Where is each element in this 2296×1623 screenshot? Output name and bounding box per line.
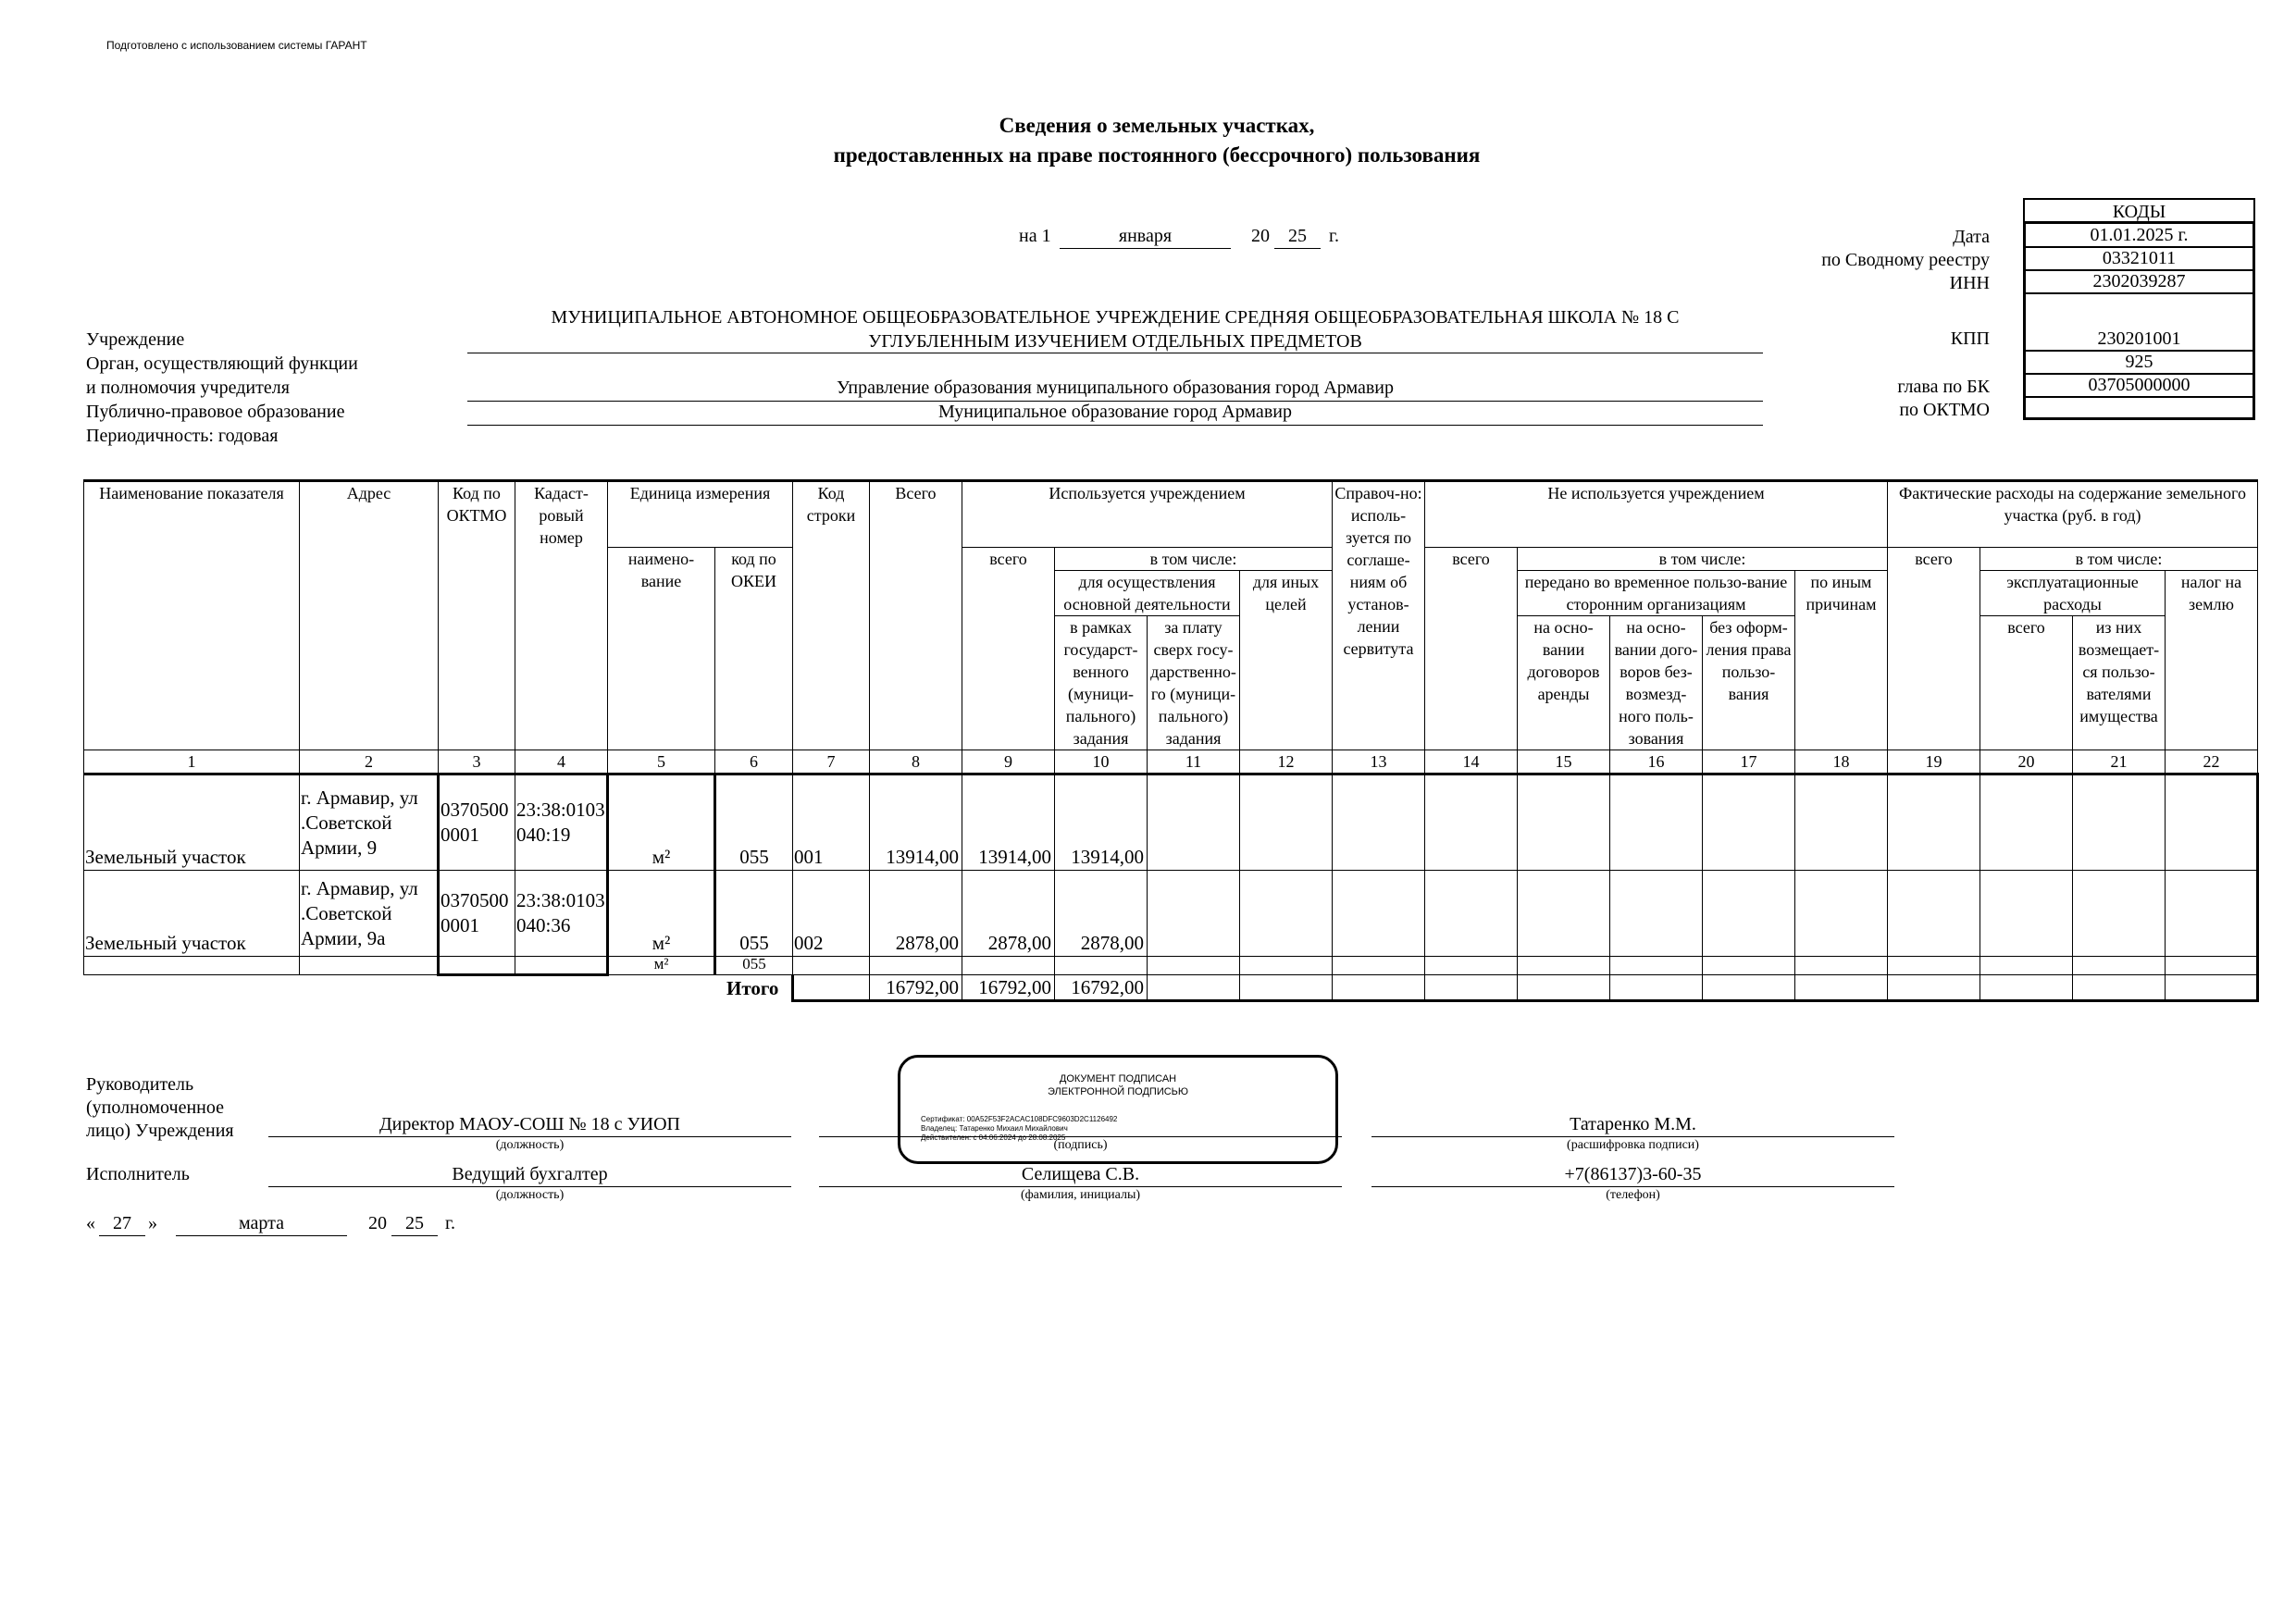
header-reimbursed: из них возмещает-ся пользо-вателями имущества — [2073, 616, 2166, 750]
date-year: 25 — [1288, 226, 1307, 246]
codes-box — [2023, 198, 2255, 420]
head-name: Татаренко М.М. — [1570, 1114, 1696, 1134]
column-number: 19 — [1888, 750, 1980, 774]
header-unit-okei: код по ОКЕИ — [715, 548, 793, 750]
header-reference: Справоч-но: исполь-зуется по соглаше-ниям об установ-лении сервитута — [1333, 481, 1425, 750]
row-1-address: г. Армавир, ул .Советской Армии, 9 — [300, 774, 439, 871]
code-label-oktmo: по ОКТМО — [1899, 400, 1990, 420]
exec-phone: +7(86137)3-60-35 — [1564, 1164, 1702, 1184]
code-empty — [2023, 398, 2255, 420]
code-label-inn: ИНН — [1949, 273, 1990, 293]
header-exp-total: всего — [1980, 616, 2073, 750]
header-unit-name: наимено-вание — [608, 548, 715, 750]
code-date: 01.01.2025 г. — [2023, 224, 2255, 248]
row-1-name: Земельный участок — [84, 774, 300, 871]
row-2-oktmo: 03705000001 — [439, 871, 515, 957]
code-label-kpp: КПП — [1950, 328, 1990, 349]
code-label-bk: глава по БК — [1897, 377, 1990, 397]
header-paid: за плату сверх госу-дарственно-го (муници-пального) задания — [1148, 616, 1240, 750]
header-other-reasons: по иным причинам — [1795, 571, 1888, 750]
header-name: Наименование показателя — [84, 481, 300, 750]
row-1-cadastral: 23:38:0103040:19 — [515, 774, 608, 871]
header-address: Адрес — [300, 481, 439, 750]
institution-label: Учреждение — [86, 329, 185, 350]
date-suffix: г. — [1329, 226, 1339, 246]
header-exp-incl: в том числе: — [1980, 548, 2258, 571]
column-number: 18 — [1795, 750, 1888, 774]
row-2-name: Земельный участок — [84, 871, 300, 957]
row-1-oktmo: 03705000001 — [439, 774, 515, 871]
institution-name: МУНИЦИПАЛЬНОЕ АВТОНОМНОЕ ОБЩЕОБРАЗОВАТЕЛЬНОЕ УЧРЕЖДЕНИЕ СРЕДНЯЯ ОБЩЕОБРАЗОВАТЕЛЬНАЯ ШКОЛА № 18 С УГЛУБЛЕННЫМ ИЗУЧЕНИЕМ ОТДЕЛЬНЫХ ПРЕДМЕТОВ — [551, 307, 1680, 352]
header-exploitation: эксплуатационные расходы — [1980, 571, 2166, 616]
ppo-label: Публично-правовое образование — [86, 402, 345, 422]
column-number: 4 — [515, 750, 608, 774]
row-1-state-task: 13914,00 — [1055, 774, 1148, 871]
table-row — [84, 957, 2258, 975]
column-number: 2 — [300, 750, 439, 774]
code-oktmo: 03705000000 — [2023, 375, 2255, 398]
header-lease: на осно-вании договоров аренды — [1518, 616, 1610, 750]
row-2-address: г. Армавир, ул .Советской Армии, 9а — [300, 871, 439, 957]
stamp-line-1: ДОКУМЕНТ ПОДПИСАН — [1059, 1073, 1177, 1084]
total-sum: 16792,00 — [870, 975, 962, 1001]
header-used-all: всего — [962, 548, 1055, 750]
stamp-cert: Сертификат: 00A52F53F2ACAC108DFC9603D2C1126492 — [921, 1115, 1118, 1123]
column-numbers-row — [84, 750, 2258, 774]
total-label: Итого — [726, 976, 779, 999]
codes-header: КОДЫ — [2023, 198, 2255, 224]
column-number: 3 — [439, 750, 515, 774]
sign-day: 27 — [113, 1213, 131, 1233]
code-bk: 925 — [2023, 352, 2255, 375]
header-cadastral: Кадаст-ровый номер — [515, 481, 608, 750]
column-number: 22 — [2166, 750, 2258, 774]
title-line-1: Сведения о земельных участках, — [999, 114, 1315, 137]
code-label-registry: по Сводному реестру — [1821, 250, 1990, 270]
header-land-tax: налог на землю — [2166, 571, 2258, 750]
column-number: 15 — [1518, 750, 1610, 774]
organ-label-2: и полномочия учредителя — [86, 378, 290, 398]
document-title — [648, 111, 1666, 170]
table-row — [84, 774, 2258, 871]
header-not-used-all: всего — [1425, 548, 1518, 750]
column-number: 11 — [1148, 750, 1240, 774]
column-number: 6 — [715, 750, 793, 774]
caption-signature: (подпись) — [1053, 1138, 1108, 1152]
header-expenses: Фактические расходы на содержание земельного участка (руб. в год) — [1888, 481, 2258, 548]
row-2-cadastral: 23:38:0103040:36 — [515, 871, 608, 957]
row-3-unit: м² — [608, 957, 715, 975]
header-not-used: Не используется учреждением — [1425, 481, 1888, 548]
column-number: 10 — [1055, 750, 1148, 774]
head-label: Руководитель (уполномоченное лицо) Учреждения — [86, 1074, 234, 1141]
title-line-2: предоставленных на праве постоянного (бессрочного) пользования — [833, 143, 1481, 167]
e-signature-stamp — [898, 1055, 1338, 1164]
row-1-used-all: 13914,00 — [962, 774, 1055, 871]
header-total: Всего — [870, 481, 962, 750]
garant-note: Подготовлено с использованием системы ГАРАНТ — [106, 39, 367, 52]
date-prefix: на 1 — [1019, 226, 1051, 246]
header-other-goals: для иных целей — [1240, 571, 1333, 750]
caption-position-2: (должность) — [495, 1188, 565, 1202]
caption-phone: (телефон) — [1606, 1188, 1660, 1202]
total-used-all: 16792,00 — [962, 975, 1055, 1001]
column-number: 17 — [1703, 750, 1795, 774]
header-main-activity: для осуществления основной деятельности — [1055, 571, 1240, 616]
stamp-owner: Владелец: Татаренко Михаил Михайлович — [921, 1124, 1068, 1133]
sign-year: 25 — [405, 1213, 424, 1233]
header-free-use: на осно-вании дого-воров без-возмезд-ного поль-зования — [1610, 616, 1703, 750]
total-state-task: 16792,00 — [1055, 975, 1148, 1001]
organ-label-1: Орган, осуществляющий функции — [86, 353, 358, 374]
header-not-used-incl: в том числе: — [1518, 548, 1888, 571]
column-number: 5 — [608, 750, 715, 774]
total-row — [84, 975, 2258, 1001]
row-2-code: 002 — [793, 871, 870, 957]
column-number: 16 — [1610, 750, 1703, 774]
exec-position: Ведущий бухгалтер — [452, 1164, 608, 1184]
table-row — [84, 871, 2258, 957]
row-2-unit: м² — [608, 871, 715, 957]
row-2-okei: 055 — [715, 871, 793, 957]
caption-fio: (фамилия, инициалы) — [1020, 1188, 1141, 1202]
code-inn: 2302039287 — [2023, 271, 2255, 294]
header-exp-all: всего — [1888, 548, 1980, 750]
header-used-incl: в том числе: — [1055, 548, 1333, 571]
date-year-prefix: 20 — [1251, 226, 1270, 246]
caption-position-1: (должность) — [495, 1138, 565, 1152]
exec-label: Исполнитель — [86, 1164, 190, 1184]
organ-value: Управление образования муниципального образования город Армавир — [836, 378, 1395, 398]
column-number: 12 — [1240, 750, 1333, 774]
row-2-used-all: 2878,00 — [962, 871, 1055, 957]
stamp-valid: Действителен: с 04.06.2024 до 28.08.2025 — [921, 1134, 1066, 1142]
header-state-task: в рамках государст-венного (муници-пального) задания — [1055, 616, 1148, 750]
row-2-state-task: 2878,00 — [1055, 871, 1148, 957]
land-plots-table — [83, 479, 2259, 1002]
code-label-date: Дата — [1953, 227, 1990, 247]
header-unit: Единица измерения — [608, 481, 793, 548]
column-number: 9 — [962, 750, 1055, 774]
row-3-okei: 055 — [715, 957, 793, 975]
row-1-total: 13914,00 — [870, 774, 962, 871]
code-kpp: 230201001 — [2023, 294, 2255, 352]
header-used: Используется учреждением — [962, 481, 1333, 548]
periodicity: Периодичность: годовая — [86, 426, 279, 446]
exec-name: Селищева С.В. — [1021, 1164, 1140, 1184]
stamp-line-2: ЭЛЕКТРОННОЙ ПОДПИСЬЮ — [1047, 1086, 1189, 1097]
header-oktmo: Код по ОКТМО — [439, 481, 515, 750]
column-number: 8 — [870, 750, 962, 774]
column-number: 21 — [2073, 750, 2166, 774]
row-1-okei: 055 — [715, 774, 793, 871]
ppo-value: Муниципальное образование город Армавир — [938, 402, 1292, 422]
sign-month: марта — [239, 1213, 284, 1233]
code-registry: 03321011 — [2023, 248, 2255, 271]
header-temp-transfer: передано во временное пользо-вание сторонним организациям — [1518, 571, 1795, 616]
row-2-total: 2878,00 — [870, 871, 962, 957]
row-1-code: 001 — [793, 774, 870, 871]
column-number: 13 — [1333, 750, 1425, 774]
column-number: 1 — [84, 750, 300, 774]
column-number: 7 — [793, 750, 870, 774]
codes-labels — [1620, 226, 1990, 295]
head-position: Директор МАОУ-СОШ № 18 с УИОП — [379, 1114, 680, 1134]
header-row-code: Код строки — [793, 481, 870, 750]
row-1-unit: м² — [608, 774, 715, 871]
column-number: 14 — [1425, 750, 1518, 774]
date-month: января — [1118, 226, 1173, 246]
column-number: 20 — [1980, 750, 2073, 774]
caption-decode: (расшифровка подписи) — [1567, 1138, 1699, 1152]
header-no-rights: без оформ-ления права пользо-вания — [1703, 616, 1795, 750]
